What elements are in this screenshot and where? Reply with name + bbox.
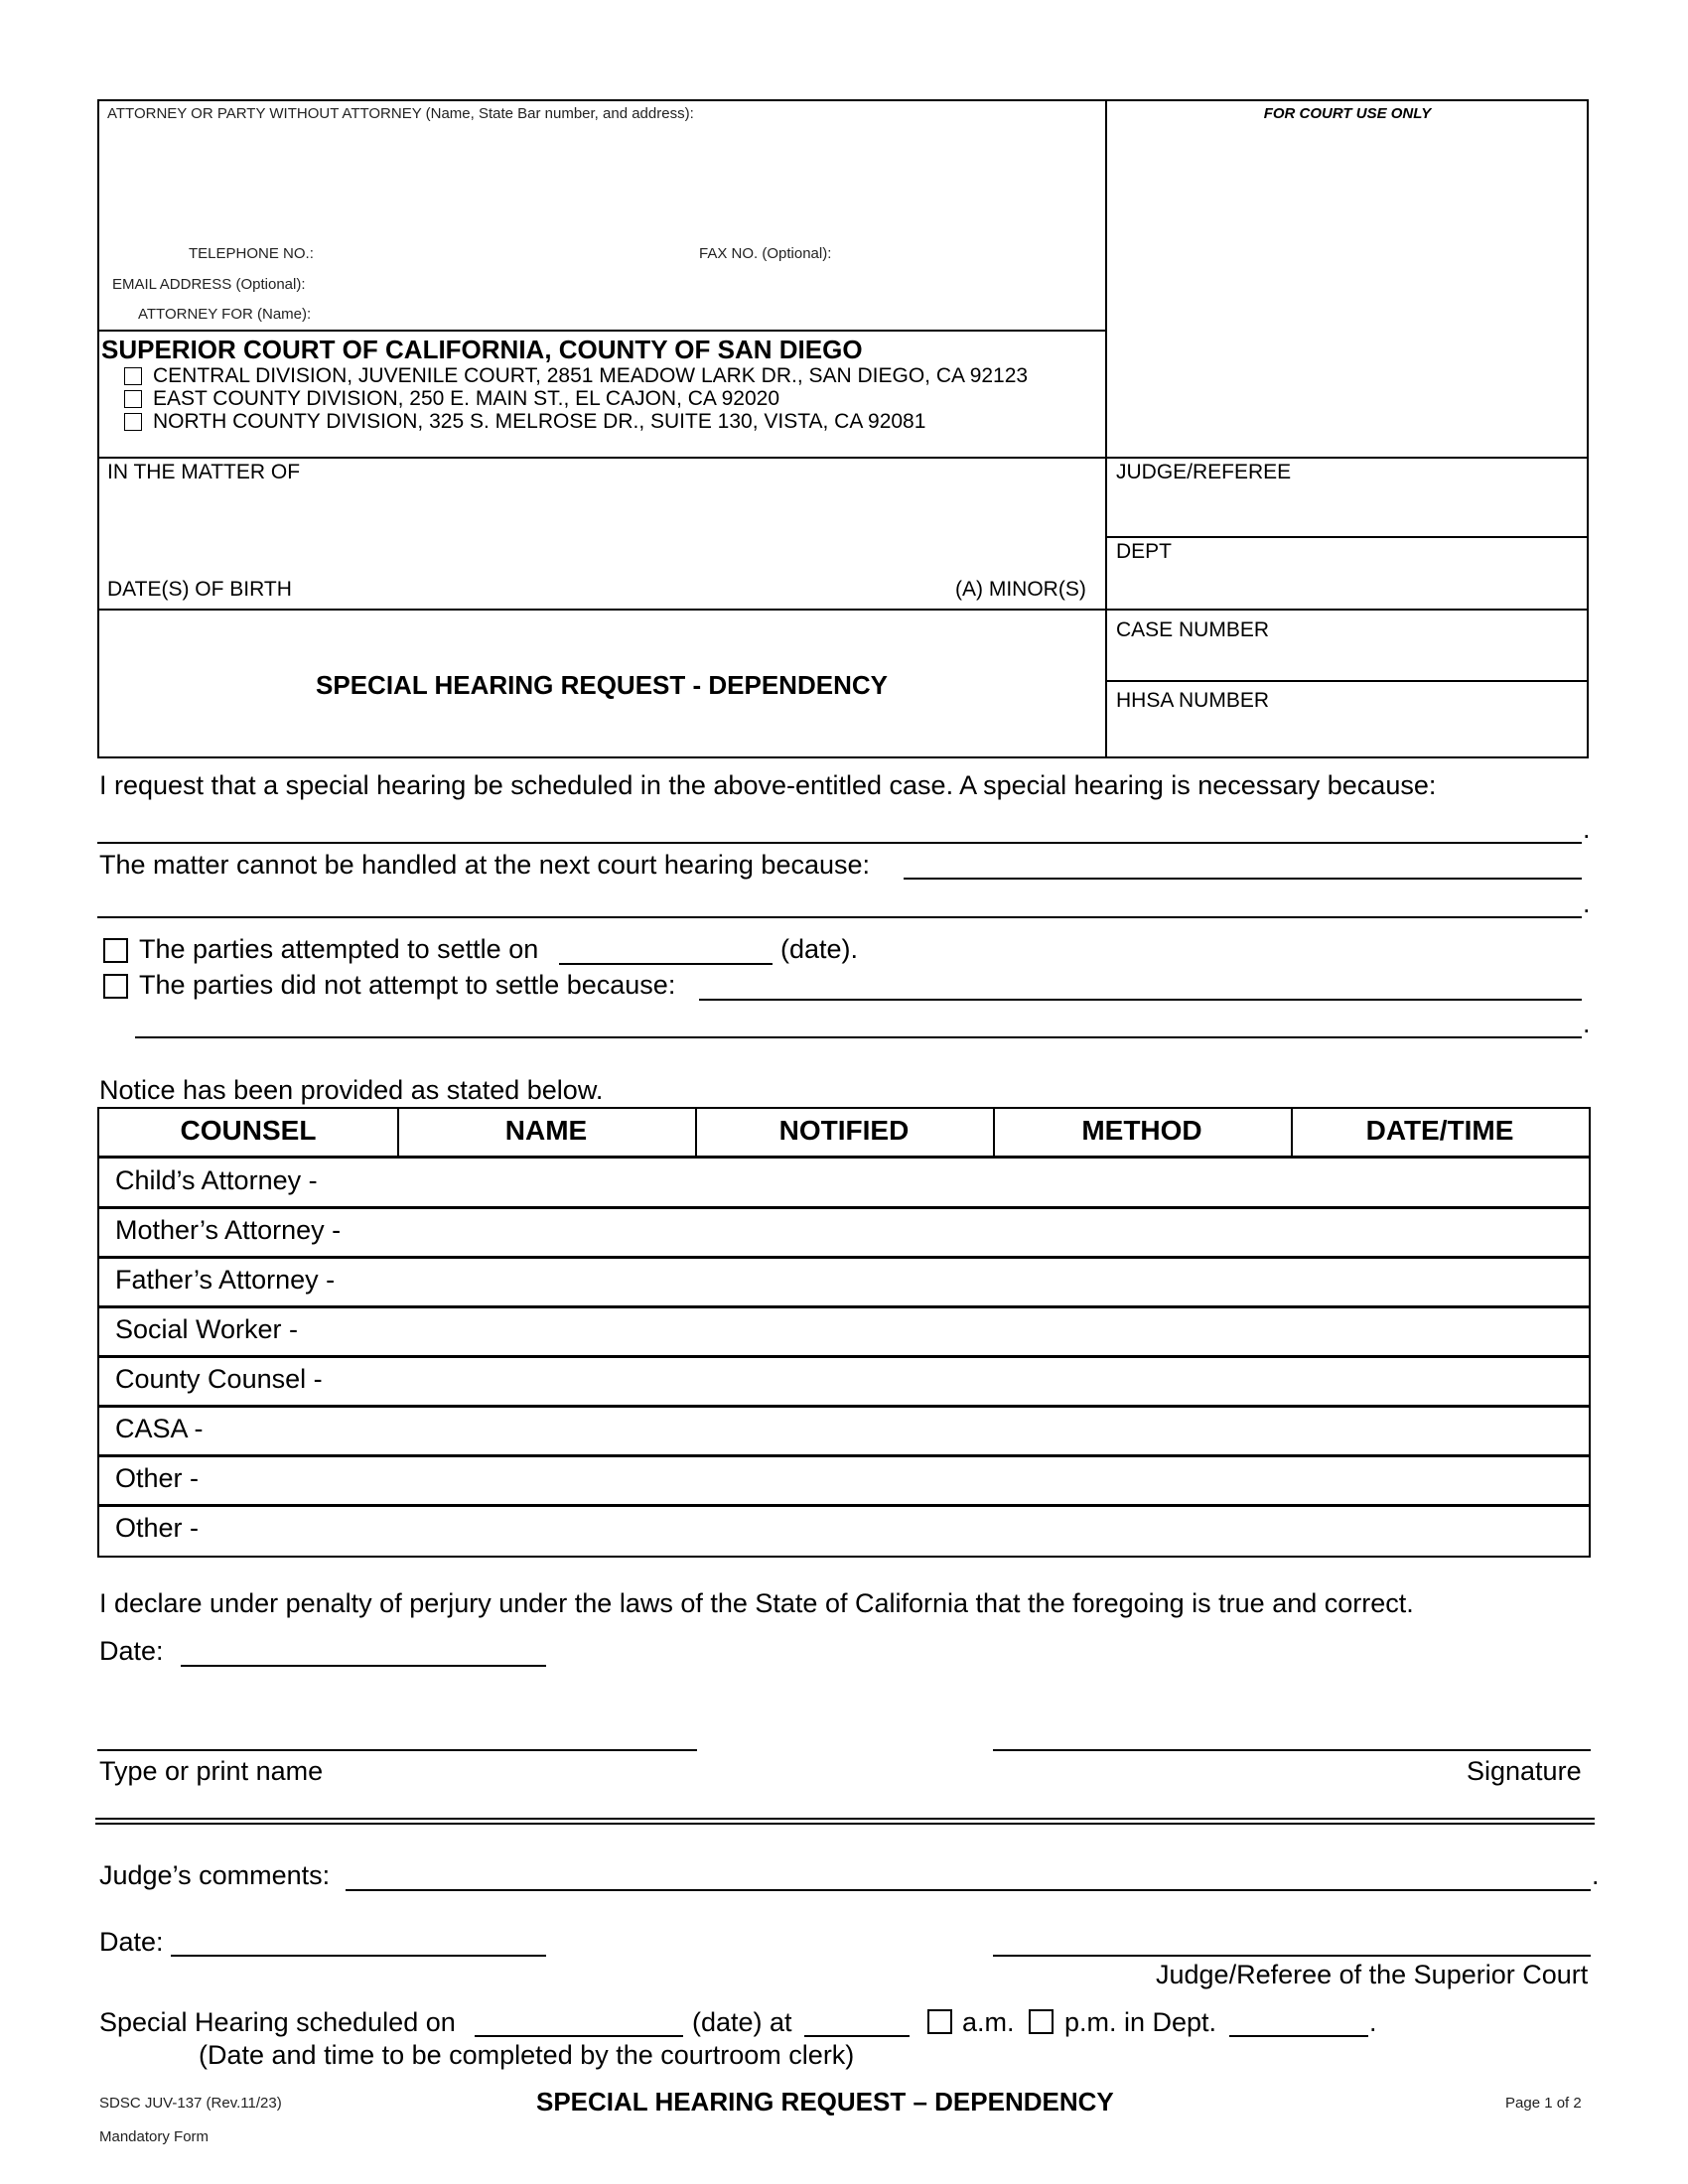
header-notified: NOTIFIED: [778, 1115, 910, 1146]
section-rule-top: [95, 1818, 1595, 1820]
declaration-date-line[interactable]: [181, 1665, 546, 1667]
pm-dept-label: p.m. in Dept.: [1064, 2007, 1217, 2037]
east-division-label: EAST COUNTY DIVISION, 250 E. MAIN ST., EL CAJON, CA 92020: [153, 387, 779, 410]
judge-comments-period: .: [1592, 1860, 1600, 1890]
reason-line-1[interactable]: [97, 842, 1582, 844]
no-settle-line-2[interactable]: [135, 1036, 1582, 1038]
judge-comments-label: Judge’s comments:: [99, 1860, 331, 1890]
header-divider: [993, 1109, 995, 1157]
telephone-label: TELEPHONE NO.:: [189, 245, 314, 262]
dept-label: DEPT: [1116, 540, 1173, 563]
notice-text: Notice has been provided as stated below.: [99, 1075, 604, 1105]
case-number-label: CASE NUMBER: [1116, 618, 1270, 641]
header-divider: [397, 1109, 399, 1157]
row-divider: [99, 1405, 1589, 1408]
court-name: SUPERIOR COURT OF CALIFORNIA, COUNTY OF SAN DIEGO: [101, 335, 863, 364]
settle-attempt-checkbox[interactable]: [103, 938, 128, 963]
email-label: EMAIL ADDRESS (Optional):: [112, 276, 306, 293]
header-method: METHOD: [1081, 1115, 1202, 1146]
cannot-handle-line[interactable]: [904, 878, 1582, 880]
court-bottom-line: [97, 457, 1589, 459]
row-divider: [99, 1355, 1589, 1358]
scheduled-time-line[interactable]: [804, 2035, 910, 2037]
scheduled-date-at: (date) at: [692, 2007, 792, 2037]
settle-date-line[interactable]: [559, 963, 773, 965]
table-row: Father’s Attorney -: [115, 1265, 336, 1295]
dept-period: .: [1369, 2007, 1377, 2037]
row-divider: [99, 1256, 1589, 1259]
central-division-checkbox[interactable]: [124, 367, 142, 385]
table-row: Social Worker -: [115, 1314, 299, 1344]
clerk-note: (Date and time to be completed by the courtroom clerk): [199, 2040, 855, 2070]
pm-checkbox[interactable]: [1029, 2009, 1054, 2034]
footer-page: Page 1 of 2: [1505, 2095, 1582, 2112]
request-text: I request that a special hearing be scheduled in the above-entitled case. A special hearing is necessary because:: [99, 770, 1437, 800]
am-checkbox[interactable]: [927, 2009, 952, 2034]
row-divider: [99, 1206, 1589, 1209]
footer-title: SPECIAL HEARING REQUEST – DEPENDENCY: [536, 2087, 1114, 2116]
signature-line[interactable]: [993, 1749, 1591, 1751]
footer-mandatory: Mandatory Form: [99, 2128, 210, 2145]
court-use-label: FOR COURT USE ONLY: [1263, 105, 1432, 122]
judge-comments-line[interactable]: [346, 1889, 1591, 1891]
table-row: County Counsel -: [115, 1364, 323, 1394]
central-division-label: CENTRAL DIVISION, JUVENILE COURT, 2851 MEADOW LARK DR., SAN DIEGO, CA 92123: [153, 364, 1029, 387]
notice-table: [97, 1107, 1591, 1558]
cannot-handle-line-2[interactable]: [97, 916, 1582, 918]
no-settle-checkbox[interactable]: [103, 974, 128, 999]
declaration-date-label: Date:: [99, 1636, 164, 1666]
header-name: NAME: [504, 1115, 588, 1146]
form-title: SPECIAL HEARING REQUEST - DEPENDENCY: [316, 670, 888, 700]
reason-line-1-period: .: [1583, 814, 1591, 844]
attorney-bottom-line: [97, 330, 1106, 332]
dob-label: DATE(S) OF BIRTH: [107, 578, 292, 601]
signature-label: Signature: [1467, 1756, 1582, 1786]
am-label: a.m.: [962, 2007, 1015, 2037]
hhsa-label: HHSA NUMBER: [1116, 689, 1270, 712]
fax-label: FAX NO. (Optional):: [699, 245, 832, 262]
cannot-handle-text: The matter cannot be handled at the next court hearing because:: [99, 850, 871, 880]
north-division-label: NORTH COUNTY DIVISION, 325 S. MELROSE DR., SUITE 130, VISTA, CA 92081: [153, 410, 926, 433]
section-rule-bottom: [95, 1823, 1595, 1825]
header-counsel: COUNSEL: [180, 1115, 317, 1146]
no-settle-period: .: [1583, 1009, 1591, 1038]
no-settle-text: The parties did not attempt to settle because:: [139, 970, 676, 1000]
judge-signature-line[interactable]: [993, 1955, 1591, 1957]
table-row: Other -: [115, 1463, 200, 1493]
table-row: Mother’s Attorney -: [115, 1215, 342, 1245]
east-division-checkbox[interactable]: [124, 390, 142, 408]
scheduled-date-line[interactable]: [475, 2035, 683, 2037]
judge-date-label: Date:: [99, 1927, 164, 1957]
footer-form-id: SDSC JUV-137 (Rev.11/23): [99, 2095, 282, 2112]
case-bottom-line: [1105, 680, 1589, 682]
minor-label: (A) MINOR(S): [955, 578, 1086, 601]
north-division-checkbox[interactable]: [124, 413, 142, 431]
declaration-text: I declare under penalty of perjury under the laws of the State of California that the foregoing is true and correct.: [99, 1588, 1414, 1618]
row-divider: [99, 1504, 1589, 1507]
row-divider: [99, 1454, 1589, 1457]
judge-bottom-line: [1105, 536, 1589, 538]
dept-line[interactable]: [1229, 2035, 1368, 2037]
no-settle-line[interactable]: [699, 999, 1582, 1001]
header-datetime: DATE/TIME: [1365, 1115, 1514, 1146]
caption-divider: [1105, 99, 1107, 758]
attorney-label: ATTORNEY OR PARTY WITHOUT ATTORNEY (Name, State Bar number, and address):: [107, 105, 694, 122]
print-name-line[interactable]: [97, 1749, 697, 1751]
header-divider: [1291, 1109, 1293, 1157]
matter-bottom-line: [97, 609, 1589, 611]
judge-label: JUDGE/REFEREE: [1116, 461, 1292, 483]
table-row: CASA -: [115, 1414, 204, 1443]
header-divider: [695, 1109, 697, 1157]
scheduled-label: Special Hearing scheduled on: [99, 2007, 456, 2037]
table-row: Other -: [115, 1513, 200, 1543]
table-row: Child’s Attorney -: [115, 1165, 318, 1195]
attorney-for-label: ATTORNEY FOR (Name):: [138, 306, 312, 323]
settle-attempt-text: The parties attempted to settle on: [139, 934, 539, 964]
judge-date-line[interactable]: [171, 1955, 546, 1957]
cannot-handle-period: .: [1583, 888, 1591, 918]
matter-label: IN THE MATTER OF: [107, 461, 301, 483]
row-divider: [99, 1305, 1589, 1308]
judge-signature-label: Judge/Referee of the Superior Court: [1156, 1960, 1589, 1989]
header-bottom: [99, 1156, 1589, 1159]
settle-date-suffix: (date).: [780, 934, 859, 964]
print-name-label: Type or print name: [99, 1756, 324, 1786]
